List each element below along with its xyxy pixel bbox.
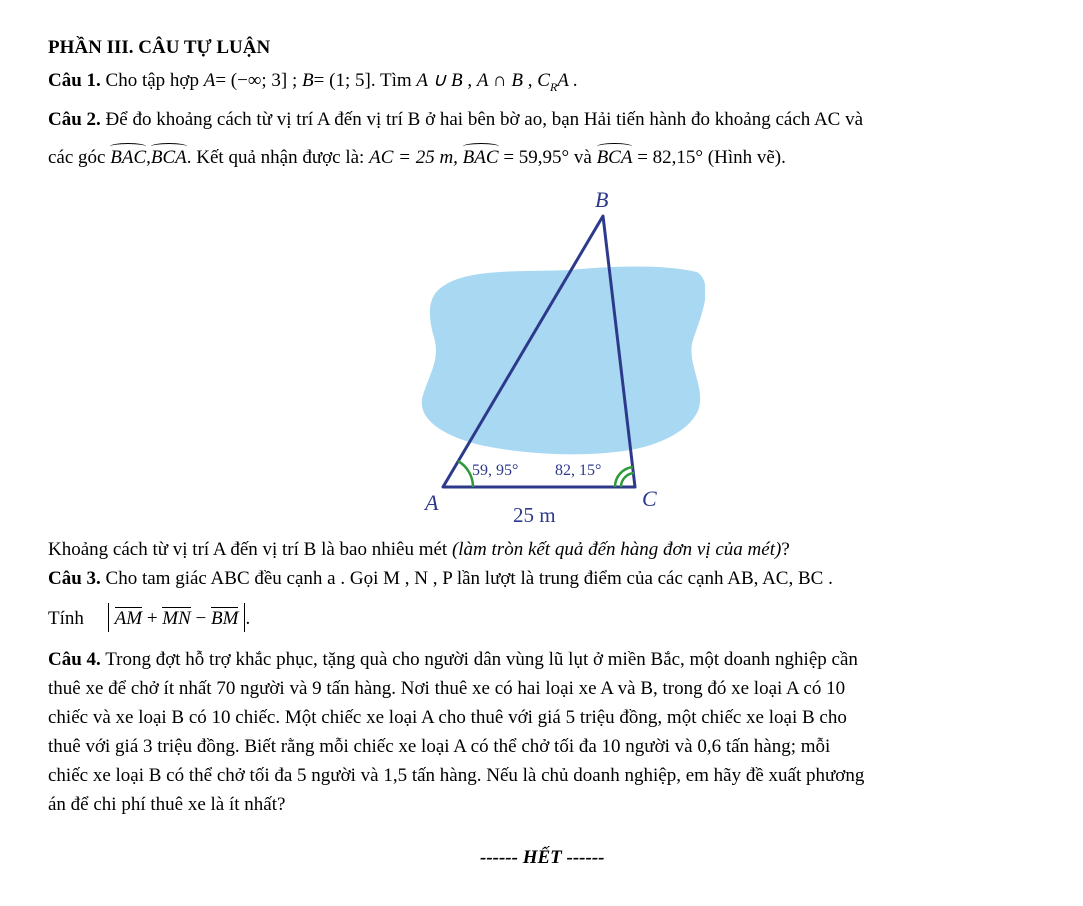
question-4-line-6: án để chi phí thuê xe là ít nhất? bbox=[48, 794, 286, 815]
vertex-b-label: B bbox=[595, 187, 609, 212]
plus-sign: + bbox=[146, 608, 158, 629]
question-2-ask-text: Khoảng cách từ vị trí A đến vị trí B là bao nhiêu mét bbox=[48, 539, 448, 560]
question-4-line-4: thuê với giá 3 triệu đồng. Biết rằng mỗi chiếc xe loại A có thể chở tối đa 10 người và 0,6 tấn hàng; mỗi bbox=[48, 736, 831, 757]
figure-ref: (Hình vẽ). bbox=[707, 147, 786, 168]
question-4-line-1 bbox=[48, 648, 858, 672]
set-b-name: B bbox=[302, 70, 314, 91]
angle-bca: BCA bbox=[150, 147, 187, 168]
vector-bm: BM bbox=[211, 608, 239, 629]
question-4-line-2: thuê xe để chở ít nhất 70 người và 9 tấn hàng. Nơi thuê xe có hai loại xe A và B, trong đó xe loại A có 10 bbox=[48, 678, 846, 699]
question-2-result-intro: . Kết quả nhận được là: bbox=[186, 147, 365, 168]
complement-expr: $C_RA$ . bbox=[537, 70, 579, 94]
question-1-tim: . Tìm bbox=[370, 70, 412, 91]
vertex-a-label: A bbox=[425, 490, 439, 515]
question-2-angles-intro: các góc bbox=[48, 147, 106, 168]
vector-abs-expression bbox=[108, 603, 246, 632]
angle-a-arc bbox=[458, 461, 473, 487]
union-expr: A ∪ B bbox=[416, 70, 463, 91]
question-4-label: Câu 4. bbox=[48, 649, 101, 670]
tinh-word: Tính bbox=[48, 608, 84, 629]
set-a-value: = (−∞; 3] bbox=[215, 70, 288, 91]
end-marker: ------ HẾT ------ bbox=[480, 847, 605, 868]
question-2-ask bbox=[48, 538, 790, 562]
question-3-end: . bbox=[245, 608, 251, 629]
bca-value: = 82,15° bbox=[637, 147, 704, 168]
question-3-text: Cho tam giác ABC đều cạnh a . Gọi M , N , P lần lượt là trung điểm của các cạnh AB, AC, BC . bbox=[105, 568, 833, 589]
vector-mn: MN bbox=[162, 608, 191, 629]
angle-a-label: 59, 95° bbox=[472, 462, 519, 479]
set-a-name: A bbox=[203, 70, 216, 91]
question-3-expr-line bbox=[48, 603, 250, 632]
question-2-rounding-note: (làm tròn kết quả đến hàng đơn vị của mét) bbox=[451, 539, 782, 560]
ac-value: AC = 25 m, bbox=[369, 147, 458, 168]
angle-bac: BAC bbox=[110, 147, 147, 168]
set-b-value: = (1; 5] bbox=[313, 70, 371, 91]
question-3 bbox=[48, 567, 833, 591]
question-2-ask-end: ? bbox=[781, 539, 790, 560]
question-4-line-5: chiếc xe loại B có thể chở tối đa 5 người và 1,5 tấn hàng. Nếu là chủ doanh nghiệp, em hãy đề xuất phương bbox=[48, 765, 865, 786]
angle-c-label: 82, 15° bbox=[555, 462, 602, 479]
intersection-expr: A ∩ B bbox=[476, 70, 524, 91]
question-2-line-1 bbox=[48, 108, 863, 132]
question-1: Câu 1. Cho tập hợp A= (−∞; 3] ; B= (1; 5]. Tìm A ∪ B , A ∩ B , $C_RA$ . bbox=[48, 70, 579, 94]
vertex-c-label: C bbox=[642, 486, 657, 511]
question-3-label: Câu 3. bbox=[48, 568, 101, 589]
pond-shape bbox=[422, 267, 705, 455]
question-4-text-1: Trong đợt hỗ trợ khắc phục, tặng quà cho người dân vùng lũ lụt ở miền Bắc, một doanh nghiệp cần bbox=[105, 649, 858, 670]
question-2-label: Câu 2. bbox=[48, 109, 101, 130]
triangle-figure bbox=[405, 180, 705, 530]
section-heading: PHẦN III. CÂU TỰ LUẬN bbox=[48, 37, 271, 58]
vector-am: AM bbox=[114, 608, 143, 629]
question-4-line-3: chiếc và xe loại B có 10 chiếc. Một chiếc xe loại A cho thuê với giá 5 triệu đồng, một chiếc xe loại B cho bbox=[48, 707, 847, 728]
length-label: 25 m bbox=[513, 503, 556, 527]
angle-bca-ref: BCA bbox=[596, 147, 633, 168]
va-word: và bbox=[573, 147, 592, 168]
minus-sign: − bbox=[195, 608, 207, 629]
question-1-label: Câu 1. bbox=[48, 70, 101, 91]
question-2-line-2: các góc BAC,BCA. Kết quả nhận được là: AC = 25 m, BAC = 59,95° và BCA = 82,15° (Hình vẽ). bbox=[48, 147, 786, 168]
question-2-text: Để đo khoảng cách từ vị trí A đến vị trí B ở hai bên bờ ao, bạn Hải tiến hành đo khoảng cách AC và bbox=[105, 109, 864, 130]
question-1-text: Cho tập hợp bbox=[105, 70, 199, 91]
angle-c-arc-inner bbox=[621, 473, 634, 487]
bac-value: = 59,95° bbox=[503, 147, 570, 168]
angle-bac-ref: BAC bbox=[462, 147, 499, 168]
